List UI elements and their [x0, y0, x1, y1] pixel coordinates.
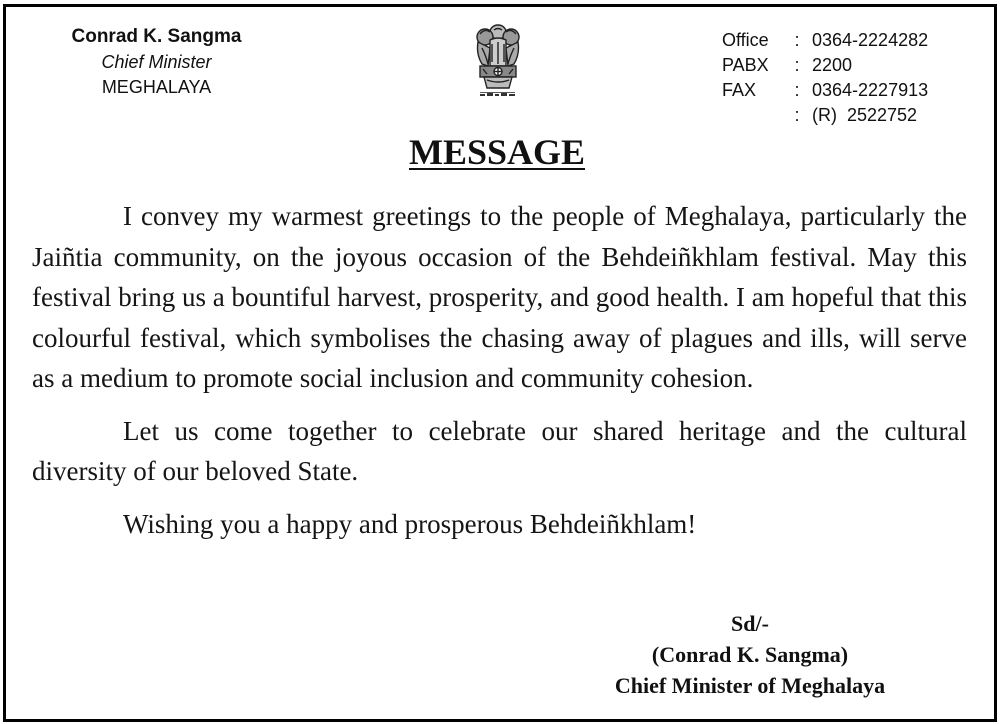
- contact-label: FAX: [722, 80, 757, 100]
- sender-state: MEGHALAYA: [101, 77, 212, 97]
- contact-label: [722, 103, 782, 128]
- contact-separator: :: [794, 55, 800, 75]
- message-heading-text: MESSAGE: [408, 132, 586, 172]
- body-paragraph: Let us come together to celebrate our shared heritage and the cultural diversity of our beloved State.: [32, 415, 967, 486]
- sender-title: Chief Minister: [101, 52, 212, 72]
- sender-name: Conrad K. Sangma: [71, 26, 242, 47]
- contact-separator: :: [794, 105, 800, 125]
- message-body: [32, 196, 967, 544]
- body-paragraph: Wishing you a happy and prosperous Behdeiñkhlam!: [123, 508, 697, 539]
- contact-separator: :: [794, 80, 800, 100]
- state-emblem-icon: [468, 22, 528, 108]
- signature-block: [560, 608, 940, 701]
- contact-row: [722, 78, 928, 103]
- contact-label: PABX: [722, 55, 769, 75]
- contact-value: 0364-2224282: [812, 30, 929, 50]
- contact-value: (R) 2522752: [812, 105, 918, 125]
- signature-sd: Sd/-: [731, 611, 769, 636]
- sender-block: [40, 24, 273, 99]
- emblem-graphic: [468, 22, 528, 108]
- contact-value: 2200: [812, 55, 853, 75]
- body-paragraph: I convey my warmest greetings to the people of Meghalaya, particularly the Jaiñtia community, on the joyous occasion of the Behdeiñkhlam festival. May this festival bring us a bountiful harvest, prosperity, and good health. I am hopeful that this colourful festival, which symbolises the chasing away of plagues and ills, will serve as a medium to promote social inclusion and community cohesion.: [32, 201, 967, 393]
- contact-row: [722, 28, 928, 53]
- message-heading: [0, 132, 994, 172]
- contact-row: [722, 53, 928, 78]
- contact-value: 0364-2227913: [812, 80, 929, 100]
- contact-table: [722, 28, 928, 128]
- signature-name: (Conrad K. Sangma): [651, 642, 849, 667]
- signature-designation: Chief Minister of Meghalaya: [614, 673, 886, 698]
- contact-row: [722, 103, 928, 128]
- contact-separator: :: [794, 30, 800, 50]
- contact-label: Office: [722, 30, 769, 50]
